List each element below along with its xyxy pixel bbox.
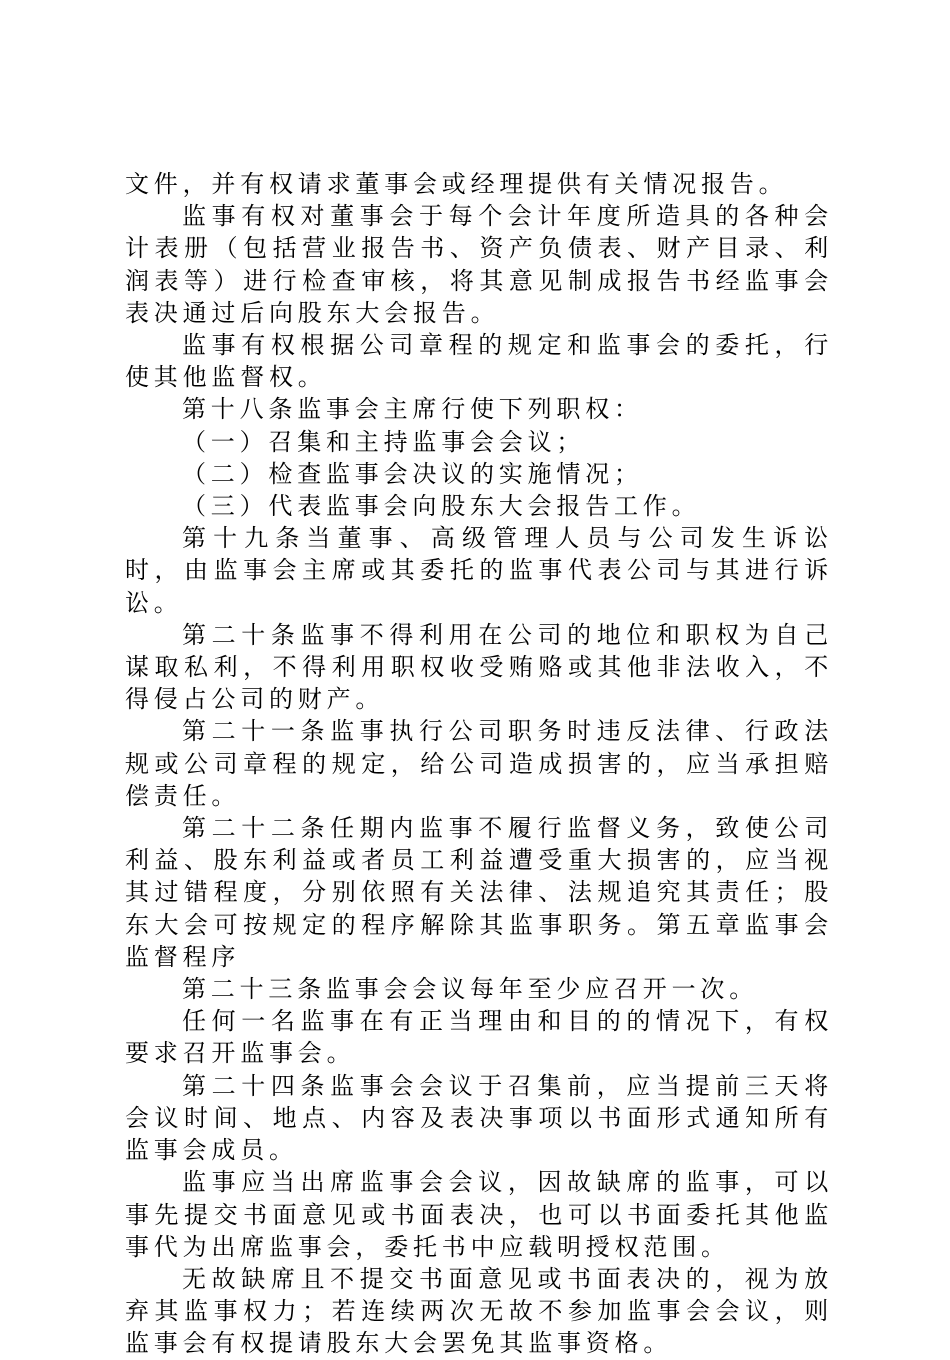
- article-24: 第二十四条监事会会议于召集前，应当提前三天将会议时间、地点、内容及表决事项以书面形式通知所有监事会成员。: [125, 1071, 833, 1165]
- paragraph-absence: 无故缺席且不提交书面意见或书面表决的，视为放弃其监事权力；若连续两次无故不参加监事会会议，则监事会有权提请股东大会罢免其监事资格。: [125, 1264, 833, 1358]
- paragraph-3: 监事有权根据公司章程的规定和监事会的委托，行使其他监督权。: [125, 331, 833, 392]
- article-21: 第二十一条监事执行公司职务时违反法律、行政法规或公司章程的规定，给公司造成损害的，应当承担赔偿责任。: [125, 717, 833, 810]
- article-18: 第十八条监事会主席行使下列职权：: [182, 395, 643, 424]
- article-18-item-1: （一）召集和主持监事会会议；: [182, 427, 586, 456]
- article-18-item-3: （三）代表监事会向股东大会报告工作。: [182, 492, 701, 521]
- article-18-item-2: （二）检查监事会决议的实施情况；: [182, 459, 643, 488]
- article-23: 第二十三条监事会会议每年至少应召开一次。: [182, 975, 758, 1004]
- paragraph-meeting-request: 任何一名监事在有正当理由和目的的情况下，有权要求召开监事会。: [125, 1007, 833, 1068]
- article-20: 第二十条监事不得利用在公司的地位和职权为自己谋取私利，不得利用职权收受贿赂或其他非法收入，不得侵占公司的财产。: [125, 620, 833, 714]
- paragraph-1: 文件，并有权请求董事会或经理提供有关情况报告。: [125, 170, 788, 198]
- paragraph-attendance: 监事应当出席监事会会议，因故缺席的监事，可以事先提交书面意见或书面表决，也可以书面委托其他监事代为出席监事会，委托书中应载明授权范围。: [125, 1168, 833, 1261]
- paragraph-2: 监事有权对董事会于每个会计年度所造具的各种会计表册（包括营业报告书、资产负债表、财产目录、利润表等）进行检查审核，将其意见制成报告书经监事会表决通过后向股东大会报告。: [125, 202, 833, 327]
- article-22: 第二十二条任期内监事不履行监督义务，致使公司利益、股东利益或者员工利益遭受重大损害的，应当视其过错程度，分别依照有关法律、法规追究其责任；股东大会可按规定的程序解除其监事职务。第五章监事会监督程序: [125, 814, 833, 971]
- article-19: 第十九条当董事、高级管理人员与公司发生诉讼时，由监事会主席或其委托的监事代表公司与其进行诉讼。: [125, 524, 833, 617]
- document-body: [125, 168, 833, 1360]
